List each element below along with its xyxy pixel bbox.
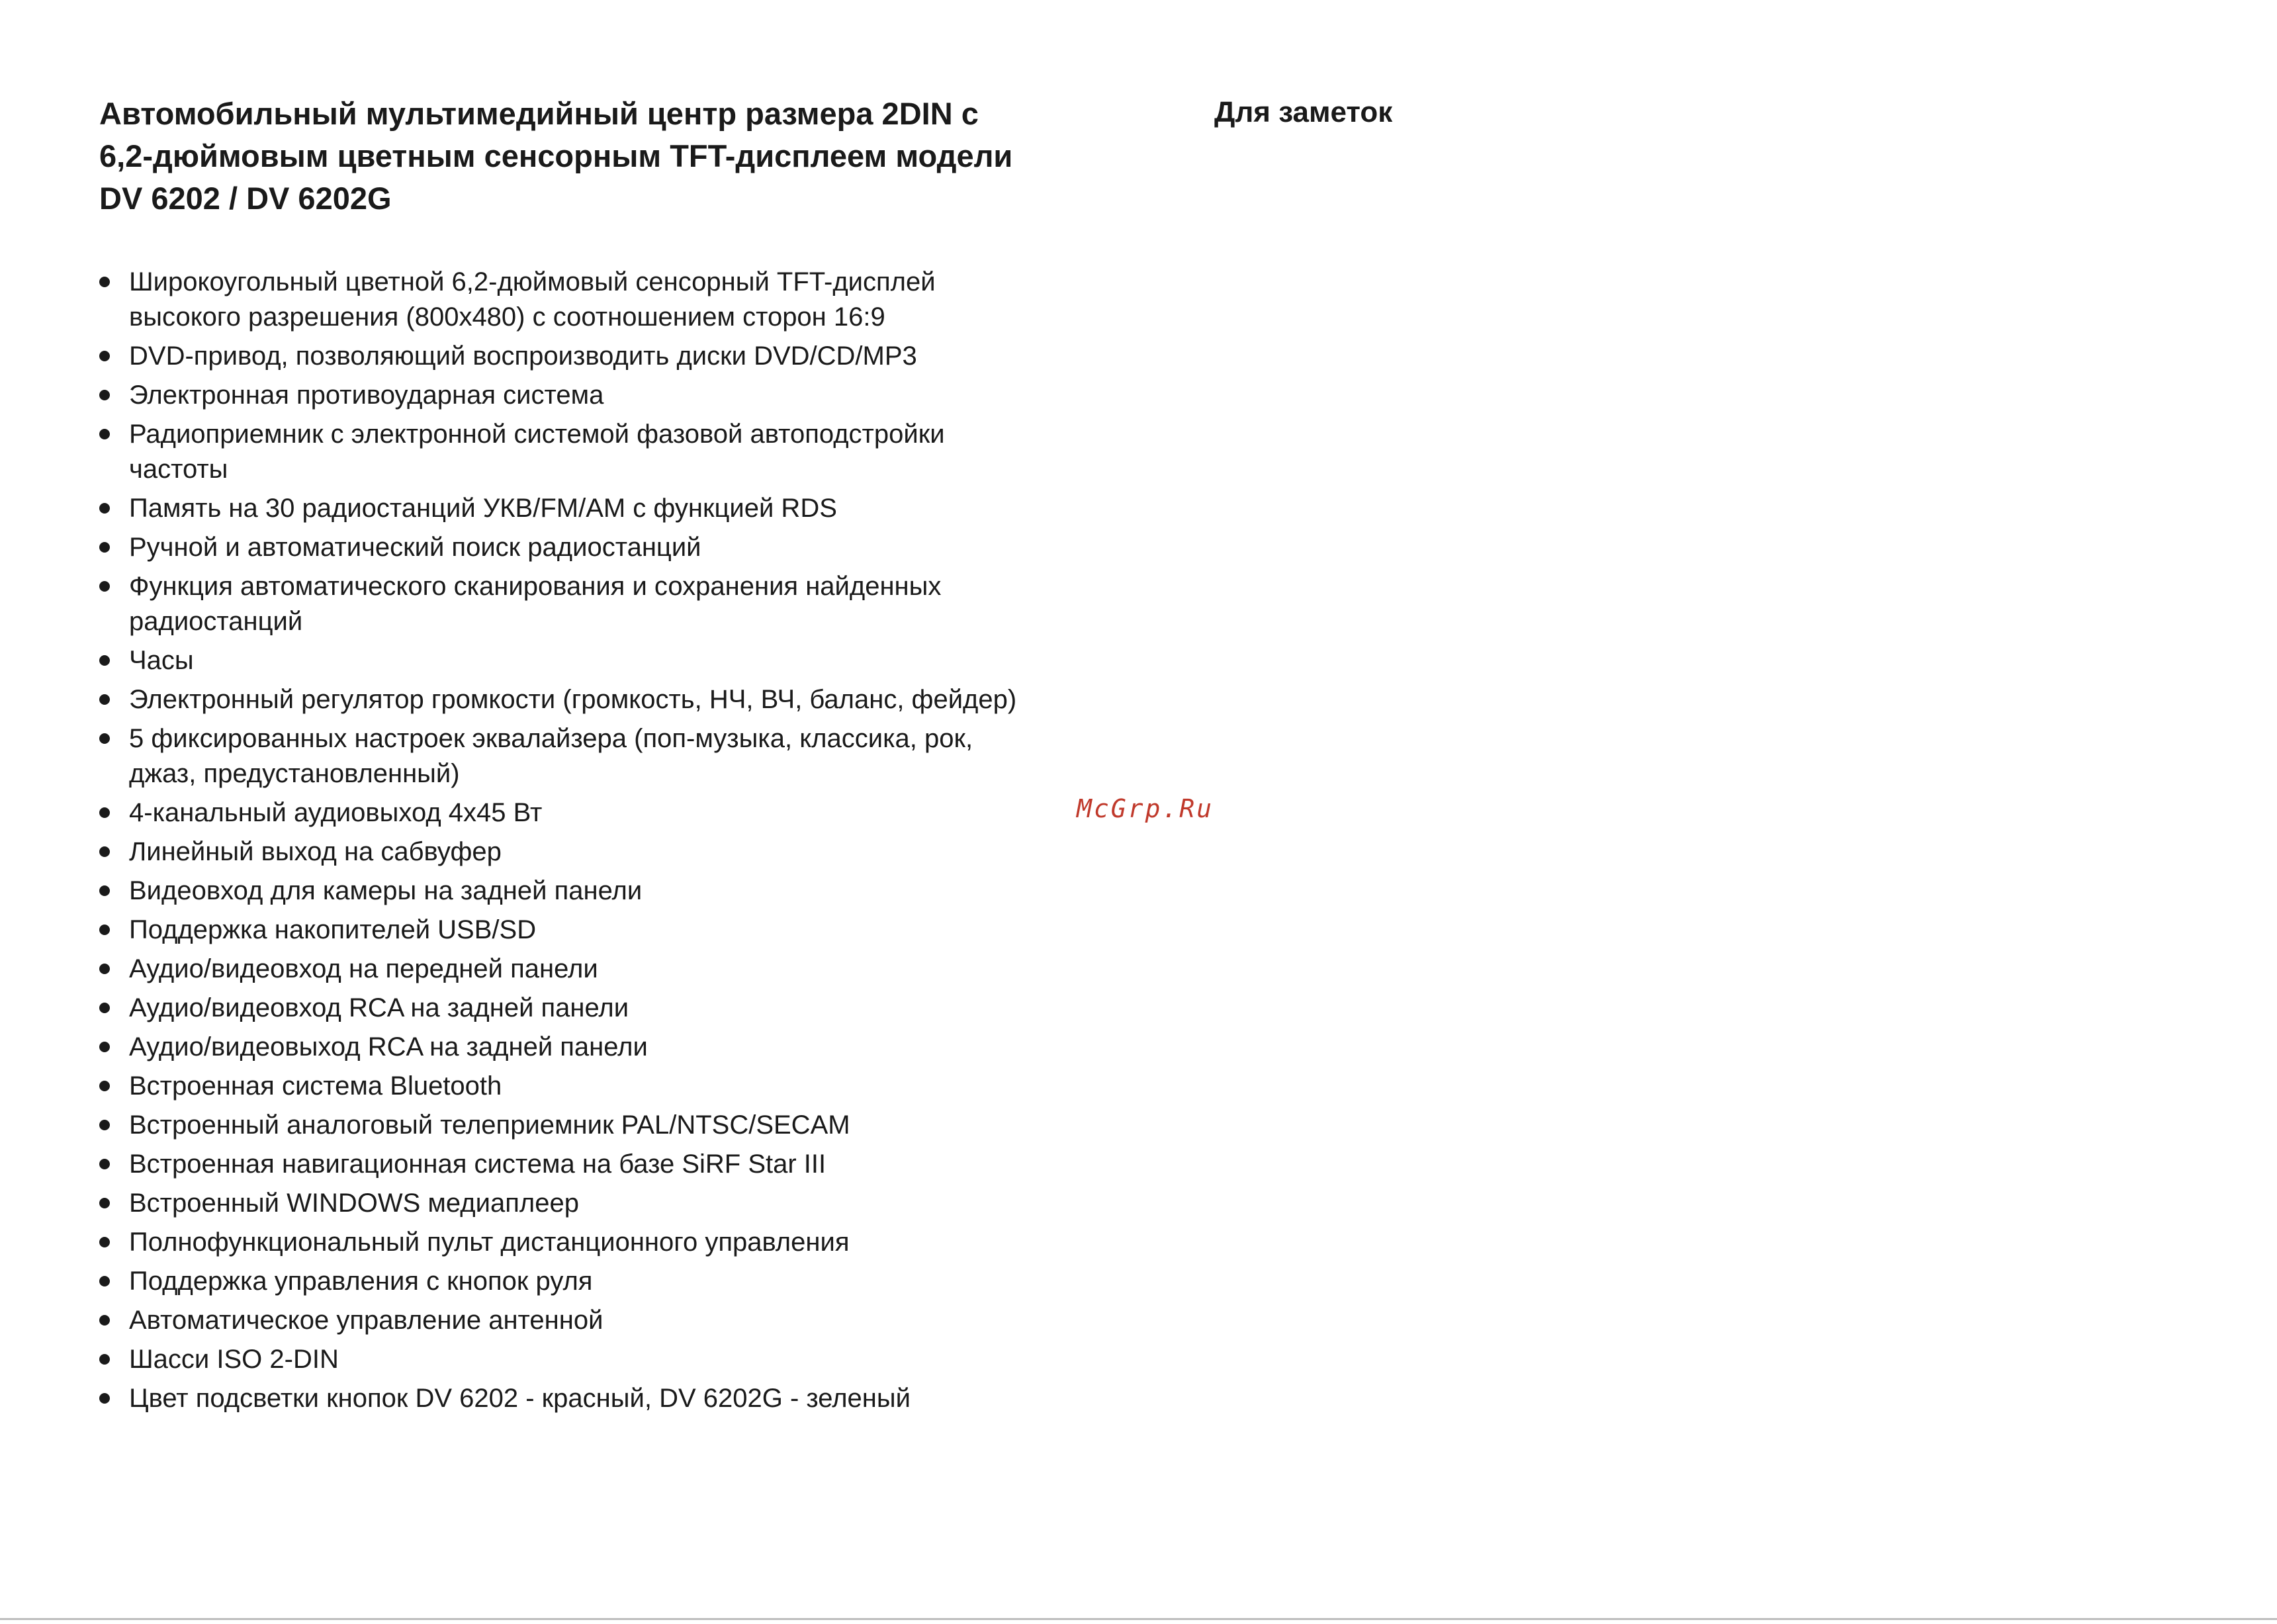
feature-text: Функция автоматического сканирования и сохранения найденных радиостанций (129, 572, 942, 636)
feature-text: Цвет подсветки кнопок DV 6202 - красный, DV 6202G - зеленый (129, 1384, 911, 1413)
feature-item (99, 1147, 1059, 1182)
product-description (99, 93, 1059, 1420)
bullet-icon (99, 1276, 110, 1286)
feature-item (99, 1186, 1059, 1221)
notes-heading: Для заметок (1214, 96, 1393, 128)
feature-text: Часы (129, 646, 194, 675)
bullet-icon (99, 1159, 110, 1169)
bullet-icon (99, 1081, 110, 1091)
feature-text: DVD-привод, позволяющий воспроизводить диски DVD/CD/MP3 (129, 341, 917, 371)
feature-item (99, 265, 1059, 335)
feature-item (99, 339, 1059, 374)
feature-item (99, 795, 1059, 831)
feature-text: Аудио/видеовход на передней панели (129, 954, 598, 983)
feature-item (99, 1342, 1059, 1377)
feature-item (99, 569, 1059, 639)
bullet-icon (99, 1003, 110, 1013)
bullet-icon (99, 1042, 110, 1052)
bullet-icon (99, 390, 110, 400)
feature-item (99, 1030, 1059, 1065)
feature-text: Широкоугольный цветной 6,2-дюймовый сенсорный TFT-дисплей высокого разрешения (800x480) с соотношением сторон 16:9 (129, 267, 936, 332)
feature-text: Встроенный аналоговый телеприемник PAL/NTSC/SECAM (129, 1110, 850, 1140)
feature-item (99, 1225, 1059, 1260)
feature-item (99, 682, 1059, 717)
bullet-icon (99, 429, 110, 439)
feature-item (99, 721, 1059, 791)
bullet-icon (99, 733, 110, 744)
bullet-icon (99, 351, 110, 361)
feature-text: Автоматическое управление антенной (129, 1306, 603, 1335)
feature-item (99, 491, 1059, 526)
product-title: Автомобильный мультимедийный центр размера 2DIN с 6,2-дюймовым цветным сенсорным TFT-дисплеем модели DV 6202 / DV 6202G (99, 96, 1013, 216)
feature-item (99, 913, 1059, 948)
bullet-icon (99, 964, 110, 974)
feature-text: Аудио/видеовход RCA на задней панели (129, 993, 629, 1022)
feature-text: Ручной и автоматический поиск радиостанций (129, 533, 701, 562)
feature-item (99, 1108, 1059, 1143)
bullet-icon (99, 542, 110, 553)
feature-list (99, 265, 1059, 1416)
feature-text: Встроенный WINDOWS медиаплеер (129, 1189, 579, 1218)
feature-item (99, 952, 1059, 987)
bullet-icon (99, 846, 110, 857)
feature-item (99, 874, 1059, 909)
feature-item (99, 1303, 1059, 1338)
feature-item (99, 991, 1059, 1026)
feature-text: Полнофункциональный пульт дистанционного управления (129, 1228, 850, 1257)
bullet-icon (99, 581, 110, 592)
bullet-icon (99, 694, 110, 705)
bullet-icon (99, 925, 110, 935)
feature-text: Электронный регулятор громкости (громкость, НЧ, ВЧ, баланс, фейдер) (129, 685, 1017, 714)
feature-text: Видеовход для камеры на задней панели (129, 876, 643, 905)
bullet-icon (99, 1315, 110, 1326)
feature-text: Память на 30 радиостанций УКВ/FM/AM с функцией RDS (129, 494, 837, 523)
page-bottom-divider (0, 1618, 2277, 1620)
bullet-icon (99, 885, 110, 896)
feature-text: Электронная противоударная система (129, 381, 604, 410)
bullet-icon (99, 1198, 110, 1208)
feature-item (99, 1264, 1059, 1299)
bullet-icon (99, 1393, 110, 1404)
feature-item (99, 530, 1059, 565)
feature-text: Линейный выход на сабвуфер (129, 837, 502, 866)
feature-text: Поддержка накопителей USB/SD (129, 915, 537, 944)
feature-text: Встроенная навигационная система на базе SiRF Star III (129, 1150, 826, 1179)
bullet-icon (99, 1237, 110, 1247)
bullet-icon (99, 655, 110, 666)
bullet-icon (99, 807, 110, 818)
bullet-icon (99, 1120, 110, 1130)
feature-item (99, 1381, 1059, 1416)
feature-item (99, 835, 1059, 870)
feature-item (99, 378, 1059, 413)
feature-text: 5 фиксированных настроек эквалайзера (поп-музыка, классика, рок, джаз, предустановленный) (129, 724, 973, 788)
feature-text: Шасси ISO 2-DIN (129, 1345, 339, 1374)
feature-text: Поддержка управления с кнопок руля (129, 1267, 593, 1296)
feature-text: Встроенная система Bluetooth (129, 1071, 502, 1101)
bullet-icon (99, 1354, 110, 1365)
feature-text: Радиоприемник с электронной системой фазовой автоподстройки частоты (129, 420, 945, 484)
bullet-icon (99, 503, 110, 514)
feature-item (99, 643, 1059, 678)
feature-item (99, 1069, 1059, 1104)
feature-text: Аудио/видеовыход RCA на задней панели (129, 1032, 648, 1061)
bullet-icon (99, 277, 110, 287)
feature-text: 4-канальный аудиовыход 4х45 Вт (129, 798, 543, 827)
watermark: McGrp.Ru (1077, 794, 1214, 823)
feature-item (99, 417, 1059, 487)
